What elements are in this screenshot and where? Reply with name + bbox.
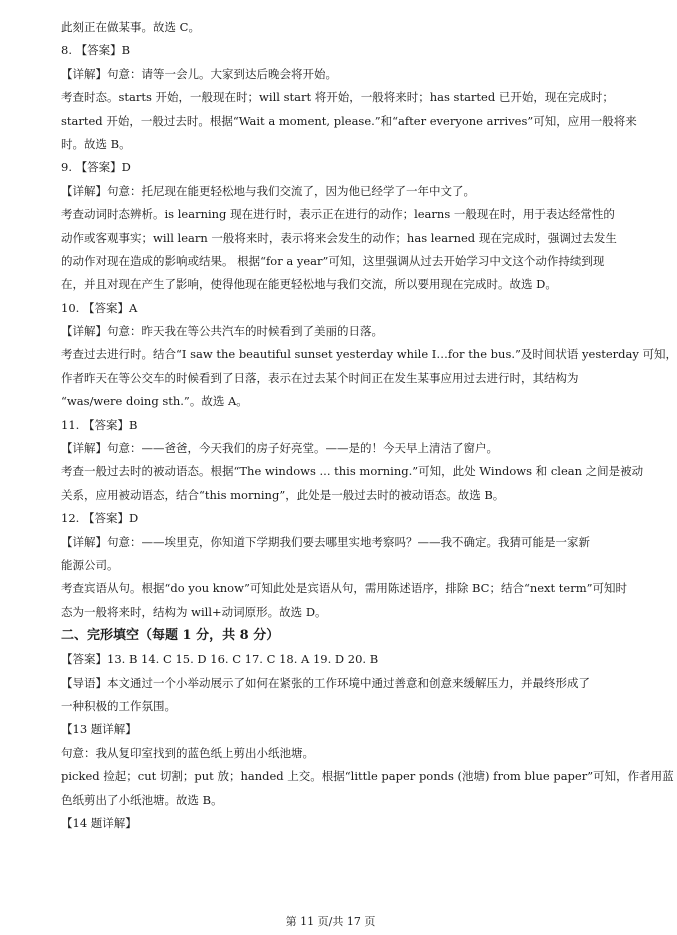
answer-heading: 10. 【答案】A bbox=[61, 300, 138, 315]
page-number: 第 11 页/共 17 页 bbox=[285, 915, 376, 928]
text-line: 【详解】句意：——埃里克，你知道下学期我们要去哪里实地考察吗？——我不确定。我猜可能是一家新 bbox=[61, 534, 590, 549]
text-line: 【详解】句意：请等一会儿。大家到达后晚会将开始。 bbox=[61, 66, 337, 81]
text-line: picked 捡起；cut 切割；put 放；handed 上交。根据“little paper ponds (池塘) from blue paper”可知，作者用蓝 bbox=[61, 769, 674, 784]
text-line: 关系，应用被动语态，结合“this morning”，此处是一般过去时的被动语态。故选 B。 bbox=[61, 487, 505, 502]
subheading: 【14 题详解】 bbox=[61, 815, 137, 830]
text-line: “was/were doing sth.”。故选 A。 bbox=[61, 394, 248, 409]
text-line: 此刻正在做某事。故选 C。 bbox=[61, 20, 200, 34]
text-line: 【详解】句意：昨天我在等公共汽车的时候看到了美丽的日落。 bbox=[61, 324, 383, 339]
answer-heading: 11. 【答案】B bbox=[61, 417, 138, 432]
text-line: 考查宾语从句。根据“do you know”可知此处是宾语从句，需用陈述语序，排除 BC；结合“next term”可知时 bbox=[61, 581, 628, 596]
section-title: 二、完形填空（每题 1 分，共 8 分） bbox=[61, 628, 280, 644]
answer-heading: 9. 【答案】D bbox=[61, 160, 131, 175]
text-line: started 开始，一般过去时。根据“Wait a moment, please.”和“after everyone arrives”可知，应用一般将来 bbox=[61, 113, 637, 128]
text-line: 的动作对现在造成的影响或结果。 根据“for a year”可知，这里强调从过去开始学习中文这个动作持续到现 bbox=[61, 253, 605, 268]
text-line: 能源公司。 bbox=[61, 557, 119, 572]
text-line: 考查时态。starts 开始，一般现在时；will start 将开始，一般将来时；has started 已开始，现在完成时； bbox=[61, 90, 614, 105]
text-line: 在，并且对现在产生了影响，使得他现在能更轻松地与我们交流，所以要用现在完成时。故选 D。 bbox=[61, 277, 557, 292]
text-line: 【导语】本文通过一个小举动展示了如何在紧张的工作环境中通过善意和创意来缓解压力，并最终形成了 bbox=[61, 675, 590, 690]
text-line: 色纸剪出了小纸池塘。故选 B。 bbox=[61, 792, 223, 807]
text-line: 作者昨天在等公交车的时候看到了日落，表示在过去某个时间正在发生某事应用过去进行时，其结构为 bbox=[61, 370, 579, 385]
text-line: 动作或客观事实；will learn 一般将来时，表示将来会发生的动作；has learned 现在完成时，强调过去发生 bbox=[61, 230, 617, 245]
answer-list: 【答案】13. B 14. C 15. D 16. C 17. C 18. A 19. D 20. B bbox=[61, 652, 379, 667]
subheading: 【13 题详解】 bbox=[61, 722, 137, 737]
text-line: 【详解】句意：托尼现在能更轻松地与我们交流了，因为他已经学了一年中文了。 bbox=[61, 183, 475, 198]
answer-heading: 12. 【答案】D bbox=[61, 511, 139, 526]
document-page bbox=[61, 16, 677, 835]
text-line: 一种积极的工作氛围。 bbox=[61, 698, 176, 713]
answer-heading: 8. 【答案】B bbox=[61, 43, 131, 58]
text-line: 态为一般将来时，结构为 will+动词原形。故选 D。 bbox=[61, 604, 327, 619]
text-line: 【详解】句意：——爸爸，今天我们的房子好亮堂。——是的！今天早上清洁了窗户。 bbox=[61, 441, 498, 456]
text-line: 考查一般过去时的被动语态。根据“The windows ... this morning.”可知，此处 Windows 和 clean 之间是被动 bbox=[61, 464, 644, 479]
text-line: 句意：我从复印室找到的蓝色纸上剪出小纸池塘。 bbox=[61, 745, 314, 760]
text-line: 时。故选 B。 bbox=[61, 136, 131, 151]
text-line: 考查动词时态辨析。is learning 现在进行时，表示正在进行的动作；learns 一般现在时，用于表达经常性的 bbox=[61, 207, 615, 222]
text-line: 考查过去进行时。结合“I saw the beautiful sunset yesterday while I…for the bus.”及时间状语 yesterday 可知， bbox=[61, 347, 677, 362]
